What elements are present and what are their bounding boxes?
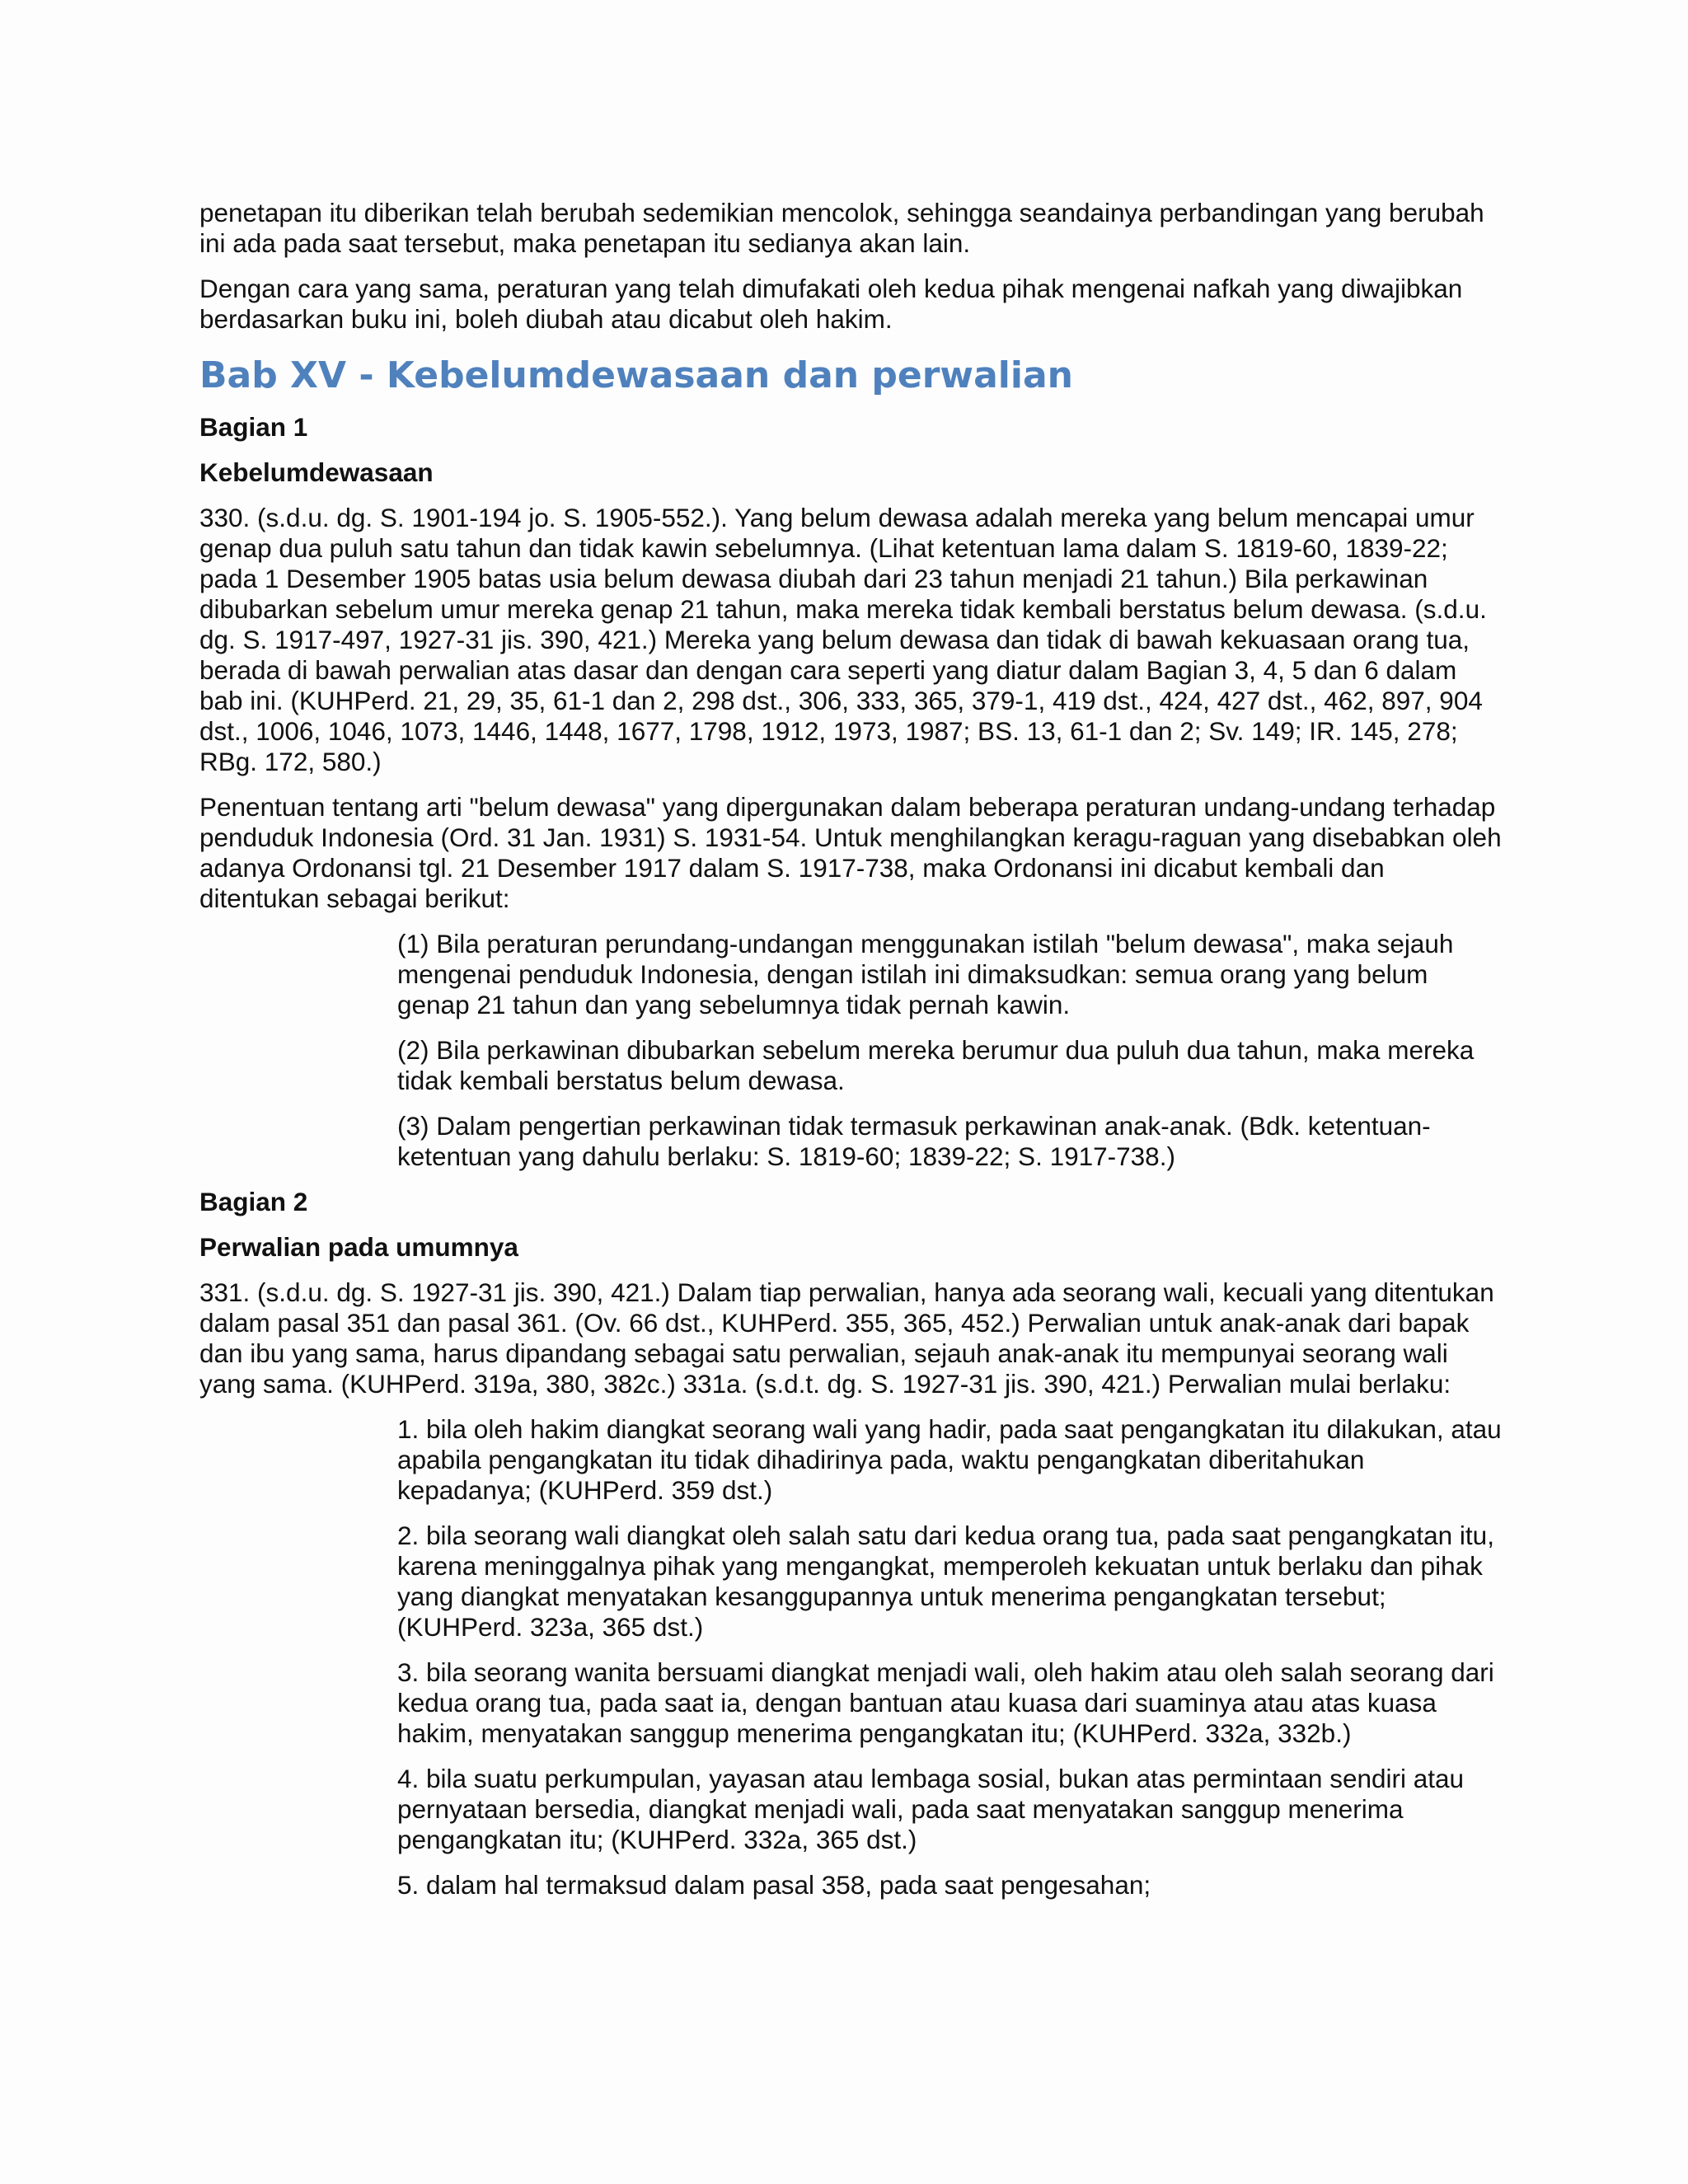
part-heading: Kebelumdewasaan [199,457,434,487]
list-item: 2. bila seorang wali diangkat oleh salah satu dari kedua orang tua, pada saat pengangkatan itu, karena meninggalnya pihak yang mengangkat, memperoleh kekuatan untuk berlaku dan pihak yang diangkat menyatakan kesanggupannya untuk menerima pengangkatan tersebut; (KUHPerd. 323a, 365 dst.) [397,1521,1494,1642]
list-item: 4. bila suatu perkumpulan, yayasan atau lembaga sosial, bukan atas permintaan sendiri atau pernyataan bersedia, diangkat menjadi wali, pada saat menyatakan sanggup menerima pengangkatan itu; (KUHPerd. 332a, 365 dst.) [397,1764,1465,1854]
list-item: (3) Dalam pengertian perkawinan tidak termasuk perkawinan anak-anak. (Bdk. ketentuan-ketentuan yang dahulu berlaku: S. 1819-60; 1839-22; S. 1917-738.) [397,1111,1431,1171]
paragraph: Penentuan tentang arti "belum dewasa" yang dipergunakan dalam beberapa peraturan undang-undang terhadap penduduk Indonesia (Ord. 31 Jan. 1931) S. 1931-54. Untuk menghilangkan keragu-raguan yang disebabkan oleh adanya Ordonansi tgl. 21 Desember 1917 dalam S. 1917-738, maka Ordonansi ini dicabut kembali dan ditentukan sebagai berikut: [199,792,1502,913]
chapter-title: Bab XV - Kebelumdewasaan dan perwalian [199,354,1073,396]
list-item: 3. bila seorang wanita bersuami diangkat menjadi wali, oleh hakim atau oleh salah seorang dari kedua orang tua, pada saat ia, dengan bantuan atau kuasa dari suaminya atau atas kuasa hakim, menyatakan sanggup menerima pengangkatan itu; (KUHPerd. 332a, 332b.) [397,1657,1494,1748]
part-label: Bagian 1 [199,412,308,442]
list-item: (1) Bila peraturan perundang-undangan menggunakan istilah "belum dewasa", maka sejauh mengenai penduduk Indonesia, dengan istilah ini dimaksudkan: semua orang yang belum genap 21 tahun dan yang sebelumnya tidak pernah kawin. [397,929,1454,1019]
part-label: Bagian 2 [199,1187,308,1216]
paragraph: penetapan itu diberikan telah berubah sedemikian mencolok, sehingga seandainya perbandingan yang berubah ini ada pada saat tersebut, maka penetapan itu sedianya akan lain. [199,198,1484,258]
list-item: (2) Bila perkawinan dibubarkan sebelum mereka berumur dua puluh dua tahun, maka mereka tidak kembali berstatus belum dewasa. [397,1035,1475,1095]
document-page [199,198,1502,1915]
list-item: 5. dalam hal termaksud dalam pasal 358, pada saat pengesahan; [397,1870,1151,1900]
part-heading: Perwalian pada umumnya [199,1232,518,1262]
list-item: 1. bila oleh hakim diangkat seorang wali yang hadir, pada saat pengangkatan itu dilakukan, atau apabila pengangkatan itu tidak dihadirinya pada, waktu pengangkatan diberitahukan kepadanya; (KUHPerd. 359 dst.) [397,1414,1502,1505]
paragraph: 330. (s.d.u. dg. S. 1901-194 jo. S. 1905-552.). Yang belum dewasa adalah mereka yang belum mencapai umur genap dua puluh satu tahun dan tidak kawin sebelumnya. (Lihat ketentuan lama dalam S. 1819-60, 1839-22; pada 1 Desember 1905 batas usia belum dewasa diubah dari 23 tahun menjadi 21 tahun.) Bila perkawinan dibubarkan sebelum umur mereka genap 21 tahun, maka mereka tidak kembali berstatus belum dewasa. (s.d.u. dg. S. 1917-497, 1927-31 jis. 390, 421.) Mereka yang belum dewasa dan tidak di bawah kekuasaan orang tua, berada di bawah perwalian atas dasar dan dengan cara seperti yang diatur dalam Bagian 3, 4, 5 dan 6 dalam bab ini. (KUHPerd. 21, 29, 35, 61-1 dan 2, 298 dst., 306, 333, 365, 379-1, 419 dst., 424, 427 dst., 462, 897, 904 dst., 1006, 1046, 1073, 1446, 1448, 1677, 1798, 1912, 1973, 1987; BS. 13, 61-1 dan 2; Sv. 149; IR. 145, 278; RBg. 172, 580.) [199,503,1487,776]
paragraph: Dengan cara yang sama, peraturan yang telah dimufakati oleh kedua pihak mengenai nafkah yang diwajibkan berdasarkan buku ini, boleh diubah atau dicabut oleh hakim. [199,274,1463,334]
paragraph: 331. (s.d.u. dg. S. 1927-31 jis. 390, 421.) Dalam tiap perwalian, hanya ada seorang wali, kecuali yang ditentukan dalam pasal 351 dan pasal 361. (Ov. 66 dst., KUHPerd. 355, 365, 452.) Perwalian untuk anak-anak dari bapak dan ibu yang sama, harus dipandang sebagai satu perwalian, sejauh anak-anak itu mempunyai seorang wali yang sama. (KUHPerd. 319a, 380, 382c.) 331a. (s.d.t. dg. S. 1927-31 jis. 390, 421.) Perwalian mulai berlaku: [199,1277,1494,1399]
